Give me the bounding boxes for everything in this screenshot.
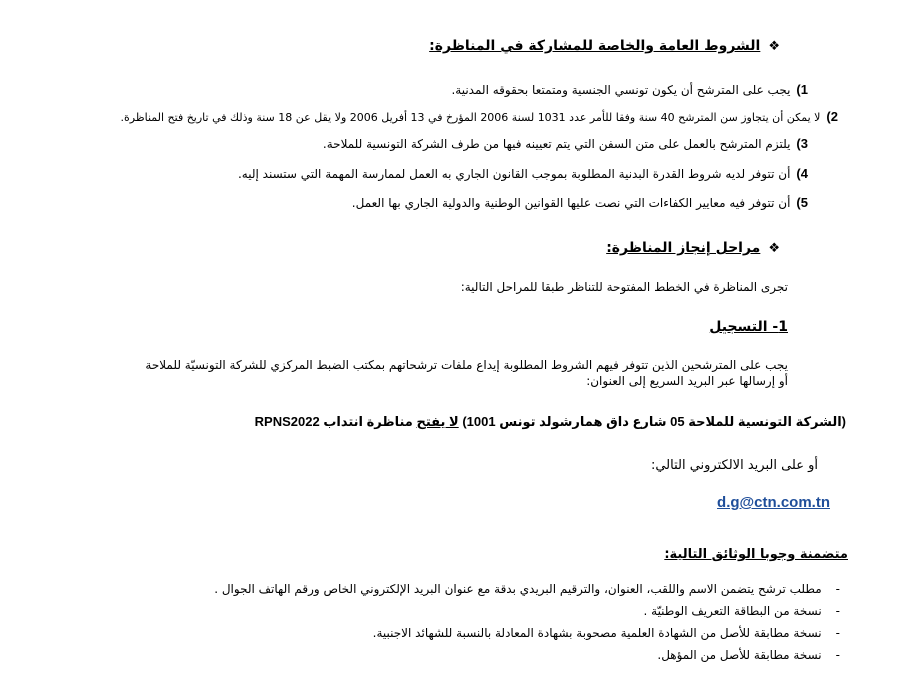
section1-title: الشروط العامة والخاصة للمشاركة في المناظرة: [429, 38, 761, 54]
email-intro: أو على البريد الالكتروني التالي: [650, 458, 818, 473]
dash-bullet: - [835, 582, 840, 596]
condition-item-4 [238, 166, 808, 181]
registration-paragraph-line2: أو إرسالها عبر البريد السريع إلى العنوان: [586, 374, 788, 388]
dash-bullet: - [835, 648, 840, 662]
address-main: (الشركة التونسية للملاحة 05 شارع داق همارشولد تونس 1001) [462, 414, 846, 429]
condition-number: 3) [796, 136, 808, 151]
condition-text: لا يمكن أن يتجاوز سن المترشح 40 سنة وفقا للأمر عدد 1031 لسنة 2006 المؤرخ في 13 أفريل 2006 ولا يقل عن 18 سنة وذلك في تاريخ فتح المناظرة. [120, 111, 821, 124]
section2-heading [606, 240, 780, 256]
section2-title: مراحل إنجاز المناظرة: [606, 240, 761, 256]
document-text: نسخة مطابقة للأصل من الشهادة العلمية مصحوبة بشهادة المعادلة بالنسبة للشهائد الاجنبية. [372, 626, 822, 640]
condition-number: 2) [826, 109, 838, 124]
condition-item-5 [352, 195, 808, 210]
document-item-4 [657, 648, 840, 662]
address-tail: مناظرة انتداب RPNS2022 [254, 414, 417, 429]
condition-number: 1) [796, 82, 808, 97]
diamond-bullet-icon: ❖ [768, 39, 780, 54]
registration-paragraph-line1: يجب على المترشحين الذين تتوفر فيهم الشروط المطلوبة إيداع ملفات ترشحاتهم بمكتب الضبط المركزي للشركة التونسيّة للملاحة [145, 358, 788, 372]
condition-item-3 [323, 136, 808, 151]
document-text: نسخة مطابقة للأصل من المؤهل. [657, 648, 822, 662]
email-link[interactable]: d.g@ctn.com.tn [717, 494, 830, 511]
condition-item-1 [451, 82, 808, 97]
postal-address [255, 414, 846, 430]
condition-item-2 [121, 109, 838, 124]
condition-number: 4) [796, 166, 808, 181]
document-item-3 [373, 626, 840, 640]
dash-bullet: - [835, 626, 840, 640]
condition-text: أن تتوفر فيه معايير الكفاءات التي نصت عليها القوانين الوطنية والدولية الجاري بها العمل. [351, 196, 791, 210]
diamond-bullet-icon: ❖ [768, 241, 780, 256]
dash-bullet: - [835, 604, 840, 618]
address-underlined: لا يفتح [416, 414, 459, 429]
condition-number: 5) [796, 195, 808, 210]
document-item-1 [214, 582, 840, 596]
documents-heading: متضمنة وجوبا الوثائق التالية: [664, 547, 848, 562]
condition-text: أن تتوفر لديه شروط القدرة البدنية المطلوبة بموجب القانون الجاري به العمل لممارسة المهمة التي ستسند إليه. [237, 167, 791, 181]
registration-heading: 1- التسجيل [709, 319, 788, 335]
section1-heading [429, 38, 780, 54]
condition-text: يجب على المترشح أن يكون تونسي الجنسية ومتمتعا بحقوقه المدنية. [451, 83, 791, 97]
document-item-2 [644, 604, 841, 618]
document-text: نسخة من البطاقة التعريف الوطنيّة . [643, 604, 822, 618]
document-text: مطلب ترشح يتضمن الاسم واللقب، العنوان، والترقيم البريدي بدقة مع عنوان البريد الإلكتروني الخاص ورقم الهاتف الجوال . [214, 582, 822, 596]
condition-text: يلتزم المترشح بالعمل على متن السفن التي يتم تعيينه فيها من طرف الشركة التونسية للملاحة. [322, 137, 791, 151]
stages-intro: تجرى المناظرة في الخطط المفتوحة للتناظر طبقا للمراحل التالية: [460, 280, 788, 294]
